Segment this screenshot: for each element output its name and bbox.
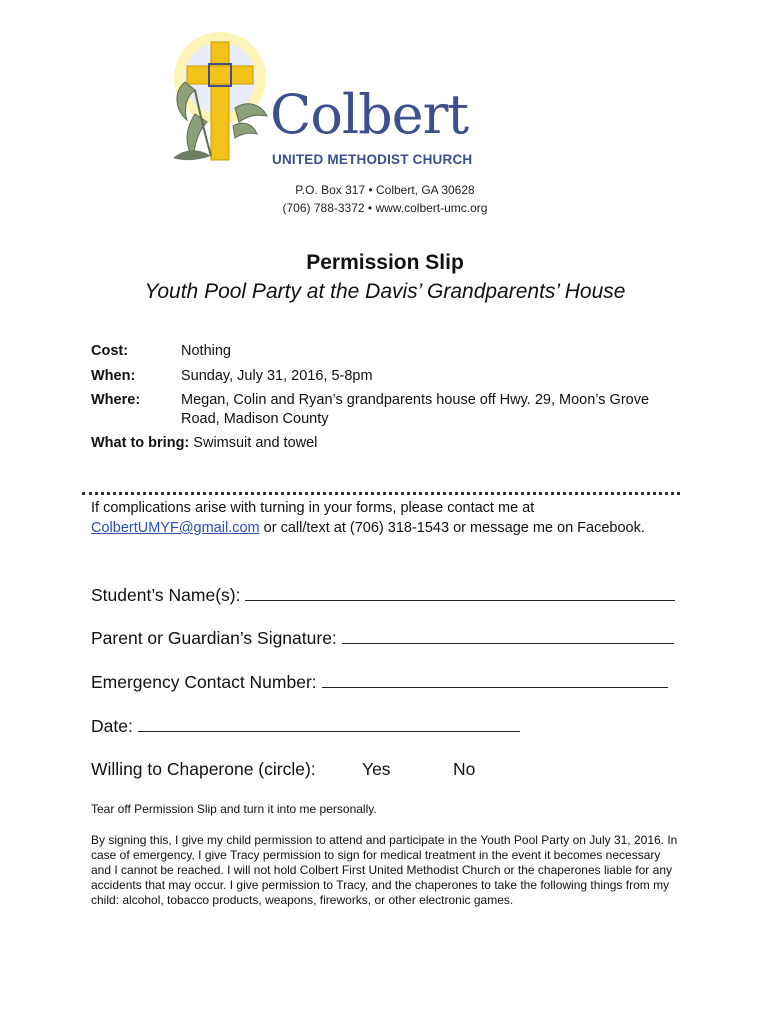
chaperone-no-option[interactable]: No xyxy=(453,759,476,779)
cost-value: Nothing xyxy=(181,343,231,359)
date-label: Date: xyxy=(91,716,133,736)
when-label: When: xyxy=(91,368,136,384)
student-name-field xyxy=(91,584,675,606)
contact-email-link[interactable]: ColbertUMYF@gmail.com xyxy=(91,520,260,536)
church-subtitle: UNITED METHODIST CHURCH xyxy=(272,152,473,167)
tear-off-instruction: Tear off Permission Slip and turn it into me personally. xyxy=(91,802,377,816)
church-name: Colbert xyxy=(270,83,469,146)
contact-line-2-rest: or call/text at (706) 318-1543 or message me on Facebook. xyxy=(259,520,645,536)
emergency-contact-label: Emergency Contact Number: xyxy=(91,672,317,692)
page-subtitle: Youth Pool Party at the Davis’ Grandparents’ House xyxy=(144,280,626,303)
contact-line-1: If complications arise with turning in your forms, please contact me at xyxy=(91,500,535,516)
chaperone-label: Willing to Chaperone (circle): xyxy=(91,759,316,779)
where-label: Where: xyxy=(91,392,141,408)
emergency-contact-field xyxy=(91,671,668,693)
date-line[interactable] xyxy=(138,715,520,732)
where-value: Megan, Colin and Ryan’s grandparents house off Hwy. 29, Moon’s Grove Road, Madison County xyxy=(181,392,650,427)
chaperone-yes-option[interactable]: Yes xyxy=(362,759,391,779)
bring-label: What to bring: xyxy=(91,435,190,451)
address-line-1: P.O. Box 317 • Colbert, GA 30628 xyxy=(295,183,475,197)
bring-row xyxy=(91,434,691,453)
contact-line-2 xyxy=(91,518,691,538)
cost-label: Cost: xyxy=(91,343,129,359)
tear-line-divider xyxy=(82,492,680,495)
emergency-contact-line[interactable] xyxy=(322,671,668,688)
chaperone-field xyxy=(91,759,316,780)
contact-note xyxy=(91,498,691,538)
page-title: Permission Slip xyxy=(306,251,464,274)
when-value: Sunday, July 31, 2016, 5-8pm xyxy=(181,368,373,384)
student-name-line[interactable] xyxy=(245,584,675,601)
bring-value: Swimsuit and towel xyxy=(193,435,318,451)
date-field xyxy=(91,715,520,737)
parent-signature-field xyxy=(91,627,674,649)
address-line-2: (706) 788-3372 • www.colbert-umc.org xyxy=(282,201,488,215)
parent-signature-label: Parent or Guardian’s Signature: xyxy=(91,628,337,648)
parent-signature-line[interactable] xyxy=(342,627,674,644)
consent-paragraph: By signing this, I give my child permission to attend and participate in the Youth Pool Party on July 31, 2016. In case of emergency, I give Tracy permission to sign for medical treatment in the event it becomes necessary and I cannot be reached. I will not hold Colbert First United Methodist Church or the chaperones liable for any accidents that may occur. I give permission to Tracy, and the chaperones to take the following things from my child: alcohol, tobacco products, weapons, fireworks, or other electronic games. xyxy=(91,833,678,907)
student-name-label: Student’s Name(s): xyxy=(91,585,241,605)
